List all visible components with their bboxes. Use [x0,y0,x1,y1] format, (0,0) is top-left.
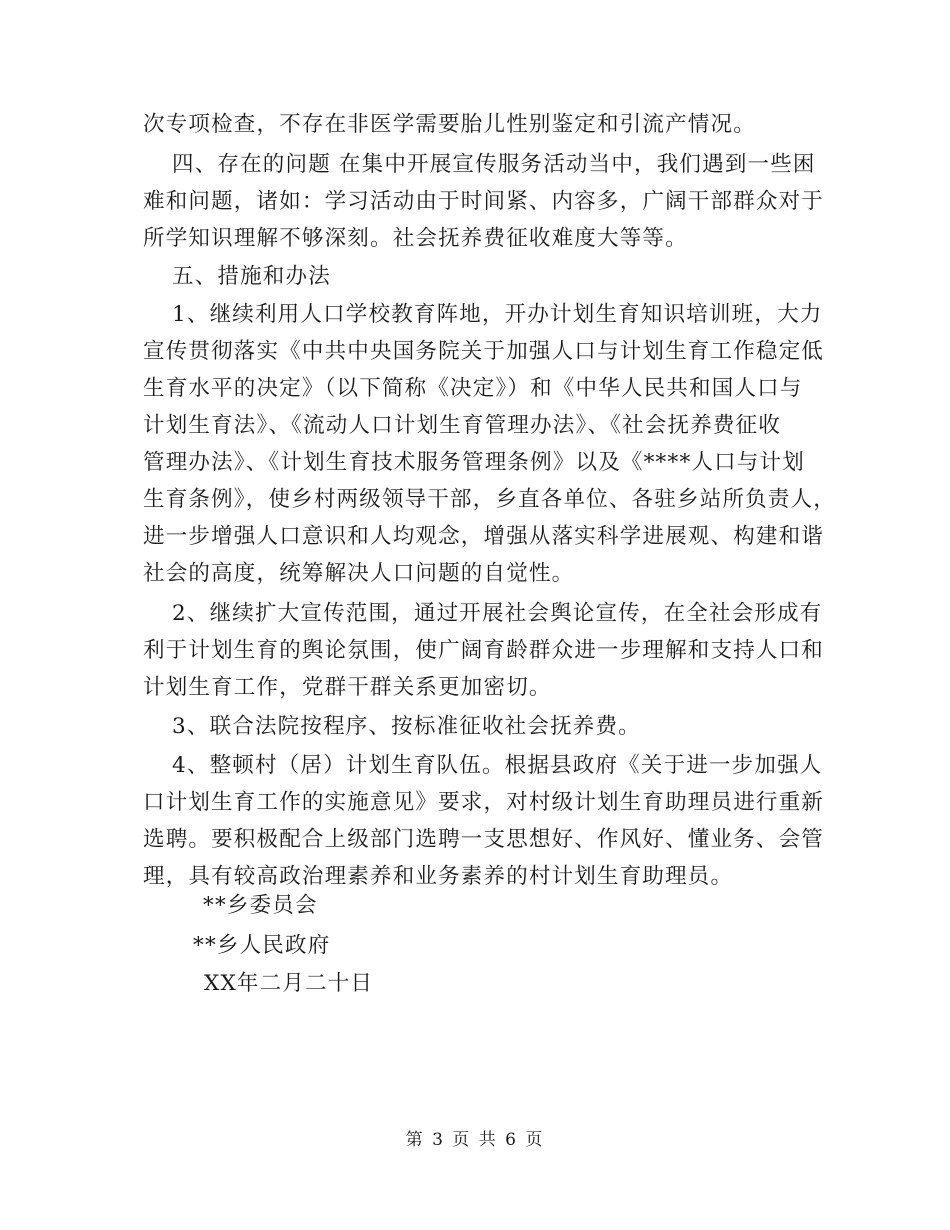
body-line-18: 4、整顿村（居）计划生育队伍。根据县政府《关于进一步加强人 [172,753,823,778]
body-line-19: 口计划生育工作的实施意见》要求，对村级计划生育助理员进行重新 [143,790,825,815]
body-line-4: 所学知识理解不够深刻。社会抚养费征收难度大等等。 [143,226,688,251]
body-line-13: 社会的高度，统筹解决人口问题的自觉性。 [143,561,575,586]
body-line-3: 难和问题，诸如：学习活动由于时间紧、内容多，广阔干部群众对于 [143,189,825,214]
body-line-14: 2、继续扩大宣传范围，通过开展社会舆论宣传，在全社会形成有 [172,601,823,626]
body-line-7: 宣传贯彻落实《中共中央国务院关于加强人口与计划生育工作稳定低 [143,339,825,364]
section-heading-measures: 五、措施和办法 [172,264,331,289]
signature-date: XX年二月二十日 [204,971,374,996]
body-line-17: 3、联合法院按程序、按标准征收社会抚养费。 [172,714,641,739]
body-line-6: 1、继续利用人口学校教育阵地，开办计划生育知识培训班，大力 [172,302,823,327]
body-line-21: 理，具有较高政治理素养和业务素养的村计划生育助理员。 [143,864,734,889]
signature-government: **乡人民政府 [193,933,331,958]
body-line-15: 利于计划生育的舆论氛围，使广阔育龄群众进一步理解和支持人口和 [143,638,825,663]
body-line-9: 计划生育法》、《流动人口计划生育管理办法》、《社会抚养费征收 [143,413,782,438]
body-line-8: 生育水平的决定》（以下简称《决定》）和《中华人民共和国人口与 [143,376,803,401]
body-line-20: 选聘。要积极配合上级部门选聘一支思想好、作风好、懂业务、会管 [143,827,825,852]
body-line-12: 进一步增强人口意识和人均观念，增强从落实科学进展观、构建和谐 [143,524,825,549]
body-line-1: 次专项检查，不存在非医学需要胎儿性别鉴定和引流产情况。 [143,112,756,137]
body-line-2: 四、存在的问题 在集中开展宣传服务活动当中，我们遇到一些困 [172,152,816,177]
body-line-10: 管理办法》、《计划生育技术服务管理条例》以及《****人口与计划 [143,450,805,475]
page-number-footer: 第 3 页 共 6 页 [405,1130,545,1150]
body-line-16: 计划生育工作，党群干群关系更加密切。 [143,675,552,700]
body-line-11: 生育条例》，使乡村两级领导干部，乡直各单位、各驻乡站所负责人， [143,487,836,512]
signature-party-committee: **乡委员会 [203,893,318,918]
